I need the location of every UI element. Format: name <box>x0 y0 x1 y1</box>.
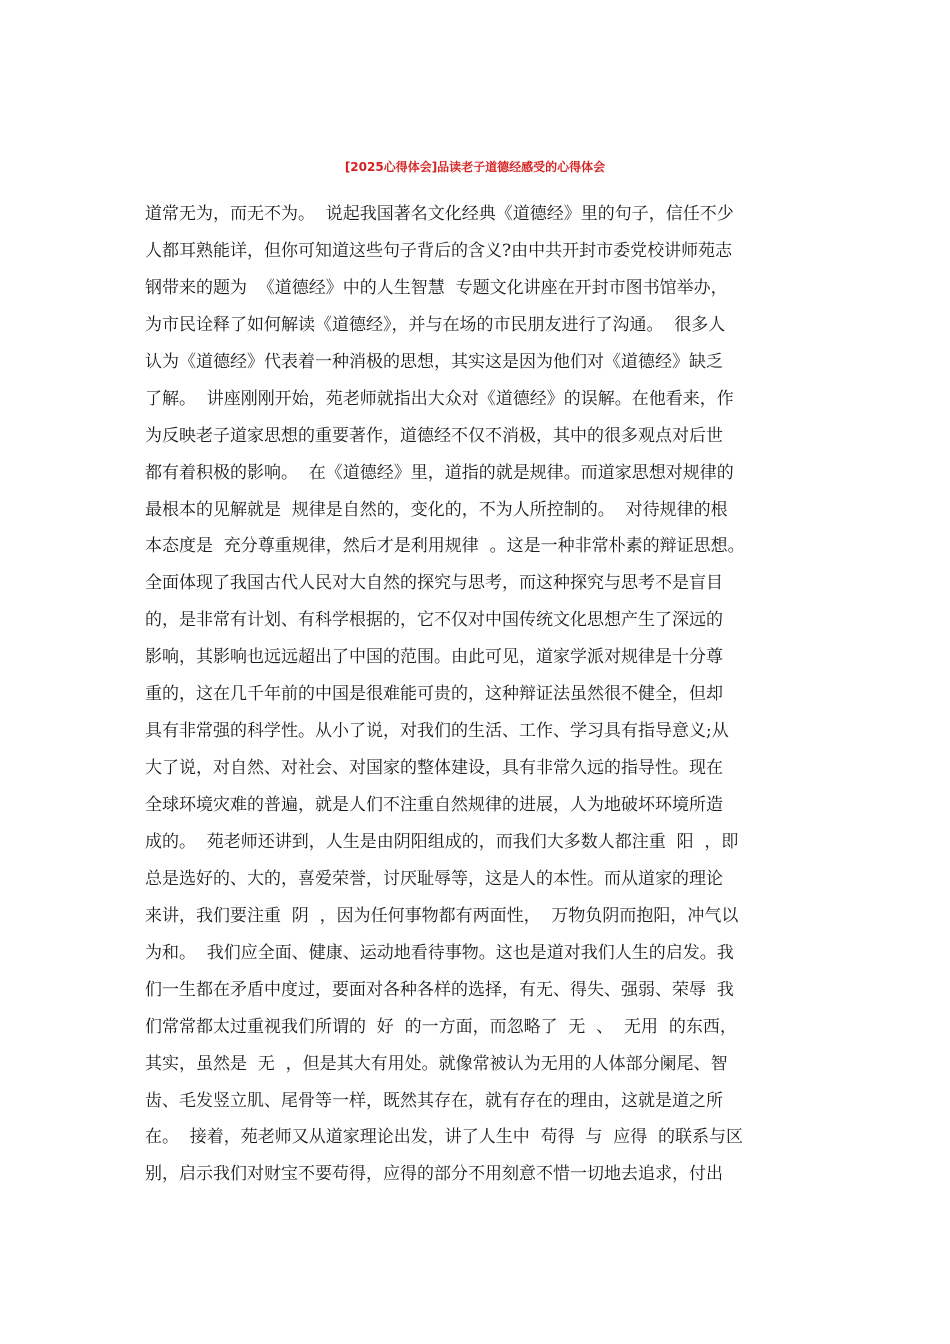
body-line: 的，是非常有计划、有科学根据的，它不仅对中国传统文化思想产生了深远的 <box>145 610 723 631</box>
body-line: 为和。 我们应全面、健康、运动地看待事物。这也是道对我们人生的启发。我 <box>145 942 734 963</box>
body-line: 本态度是 充分尊重规律，然后才是利用规律 。这是一种非常朴素的辩证思想。 <box>145 536 745 557</box>
body-line: 为市民诠释了如何解读《道德经》，并与在场的市民朋友进行了沟通。 很多人 <box>145 314 726 335</box>
body-line: 影响，其影响也远远超出了中国的范围。由此可见，道家学派对规律是十分尊 <box>145 647 723 668</box>
body-line: 认为《道德经》代表着一种消极的思想，其实这是因为他们对《道德经》缺乏 <box>145 351 723 372</box>
body-line: 们一生都在矛盾中度过，要面对各种各样的选择，有无、得失、强弱、荣辱 我 <box>145 979 734 1000</box>
document-body <box>145 196 810 1193</box>
body-line: 大了说，对自然、对社会、对国家的整体建设，具有非常久远的指导性。现在 <box>145 758 723 779</box>
body-line: 钢带来的题为 《道德经》中的人生智慧 专题文化讲座在开封市图书馆举办， <box>145 277 728 298</box>
body-line: 为反映老子道家思想的重要著作，道德经不仅不消极，其中的很多观点对后世 <box>145 425 723 446</box>
body-line: 们常常都太过重视我们所谓的 好 的一方面，而忽略了 无 、 无用 的东西， <box>145 1016 737 1037</box>
body-line: 人都耳熟能详，但你可知道这些句子背后的含义?由中共开封市委党校讲师苑志 <box>145 240 733 261</box>
body-line: 其实，虽然是 无 ，但是其大有用处。就像常被认为无用的人体部分阑尾、智 <box>145 1053 728 1074</box>
body-line: 了解。 讲座刚刚开始，苑老师就指出大众对《道德经》的误解。在他看来，作 <box>145 388 734 409</box>
body-line: 成的。 苑老师还讲到，人生是由阴阳组成的，而我们大多数人都注重 阳 ，即 <box>145 831 739 852</box>
body-line: 具有非常强的科学性。从小了说，对我们的生活、工作、学习具有指导意义;从 <box>145 721 729 742</box>
body-line: 道常无为，而无不为。 说起我国著名文化经典《道德经》里的句子，信任不少 <box>145 204 734 224</box>
body-line: 别，启示我们对财宝不要苟得，应得的部分不用刻意不惜一切地去追求，付出 <box>145 1164 723 1185</box>
body-line: 总是选好的、大的，喜爱荣誉，讨厌耻辱等，这是人的本性。而从道家的理论 <box>145 868 723 889</box>
body-line: 重的，这在几千年前的中国是很难能可贵的，这种辩证法虽然很不健全，但却 <box>145 684 723 705</box>
body-line: 全球环境灾难的普遍，就是人们不注重自然规律的进展，人为地破坏环境所造 <box>145 795 723 815</box>
body-line: 最根本的见解就是 规律是自然的，变化的，不为人所控制的。 对待规律的根 <box>145 499 728 520</box>
body-line: 在。 接着，苑老师又从道家理论出发，讲了人生中 苟得 与 应得 的联系与区 <box>145 1127 744 1148</box>
body-line: 来讲，我们要注重 阴 ，因为任何事物都有两面性， 万物负阴而抱阳，冲气以 <box>145 905 739 926</box>
body-line: 齿、毛发竖立肌、尾骨等一样，既然其存在，就有存在的理由，这就是道之所 <box>145 1090 723 1111</box>
body-line: 都有着积极的影响。 在《道德经》里，道指的就是规律。而道家思想对规律的 <box>145 462 734 483</box>
body-line: 全面体现了我国古代人民对大自然的探究与思考，而这种探究与思考不是盲目 <box>145 573 723 594</box>
document-title: [2025心得体会]品读老子道德经感受的心得体会 <box>344 160 606 174</box>
